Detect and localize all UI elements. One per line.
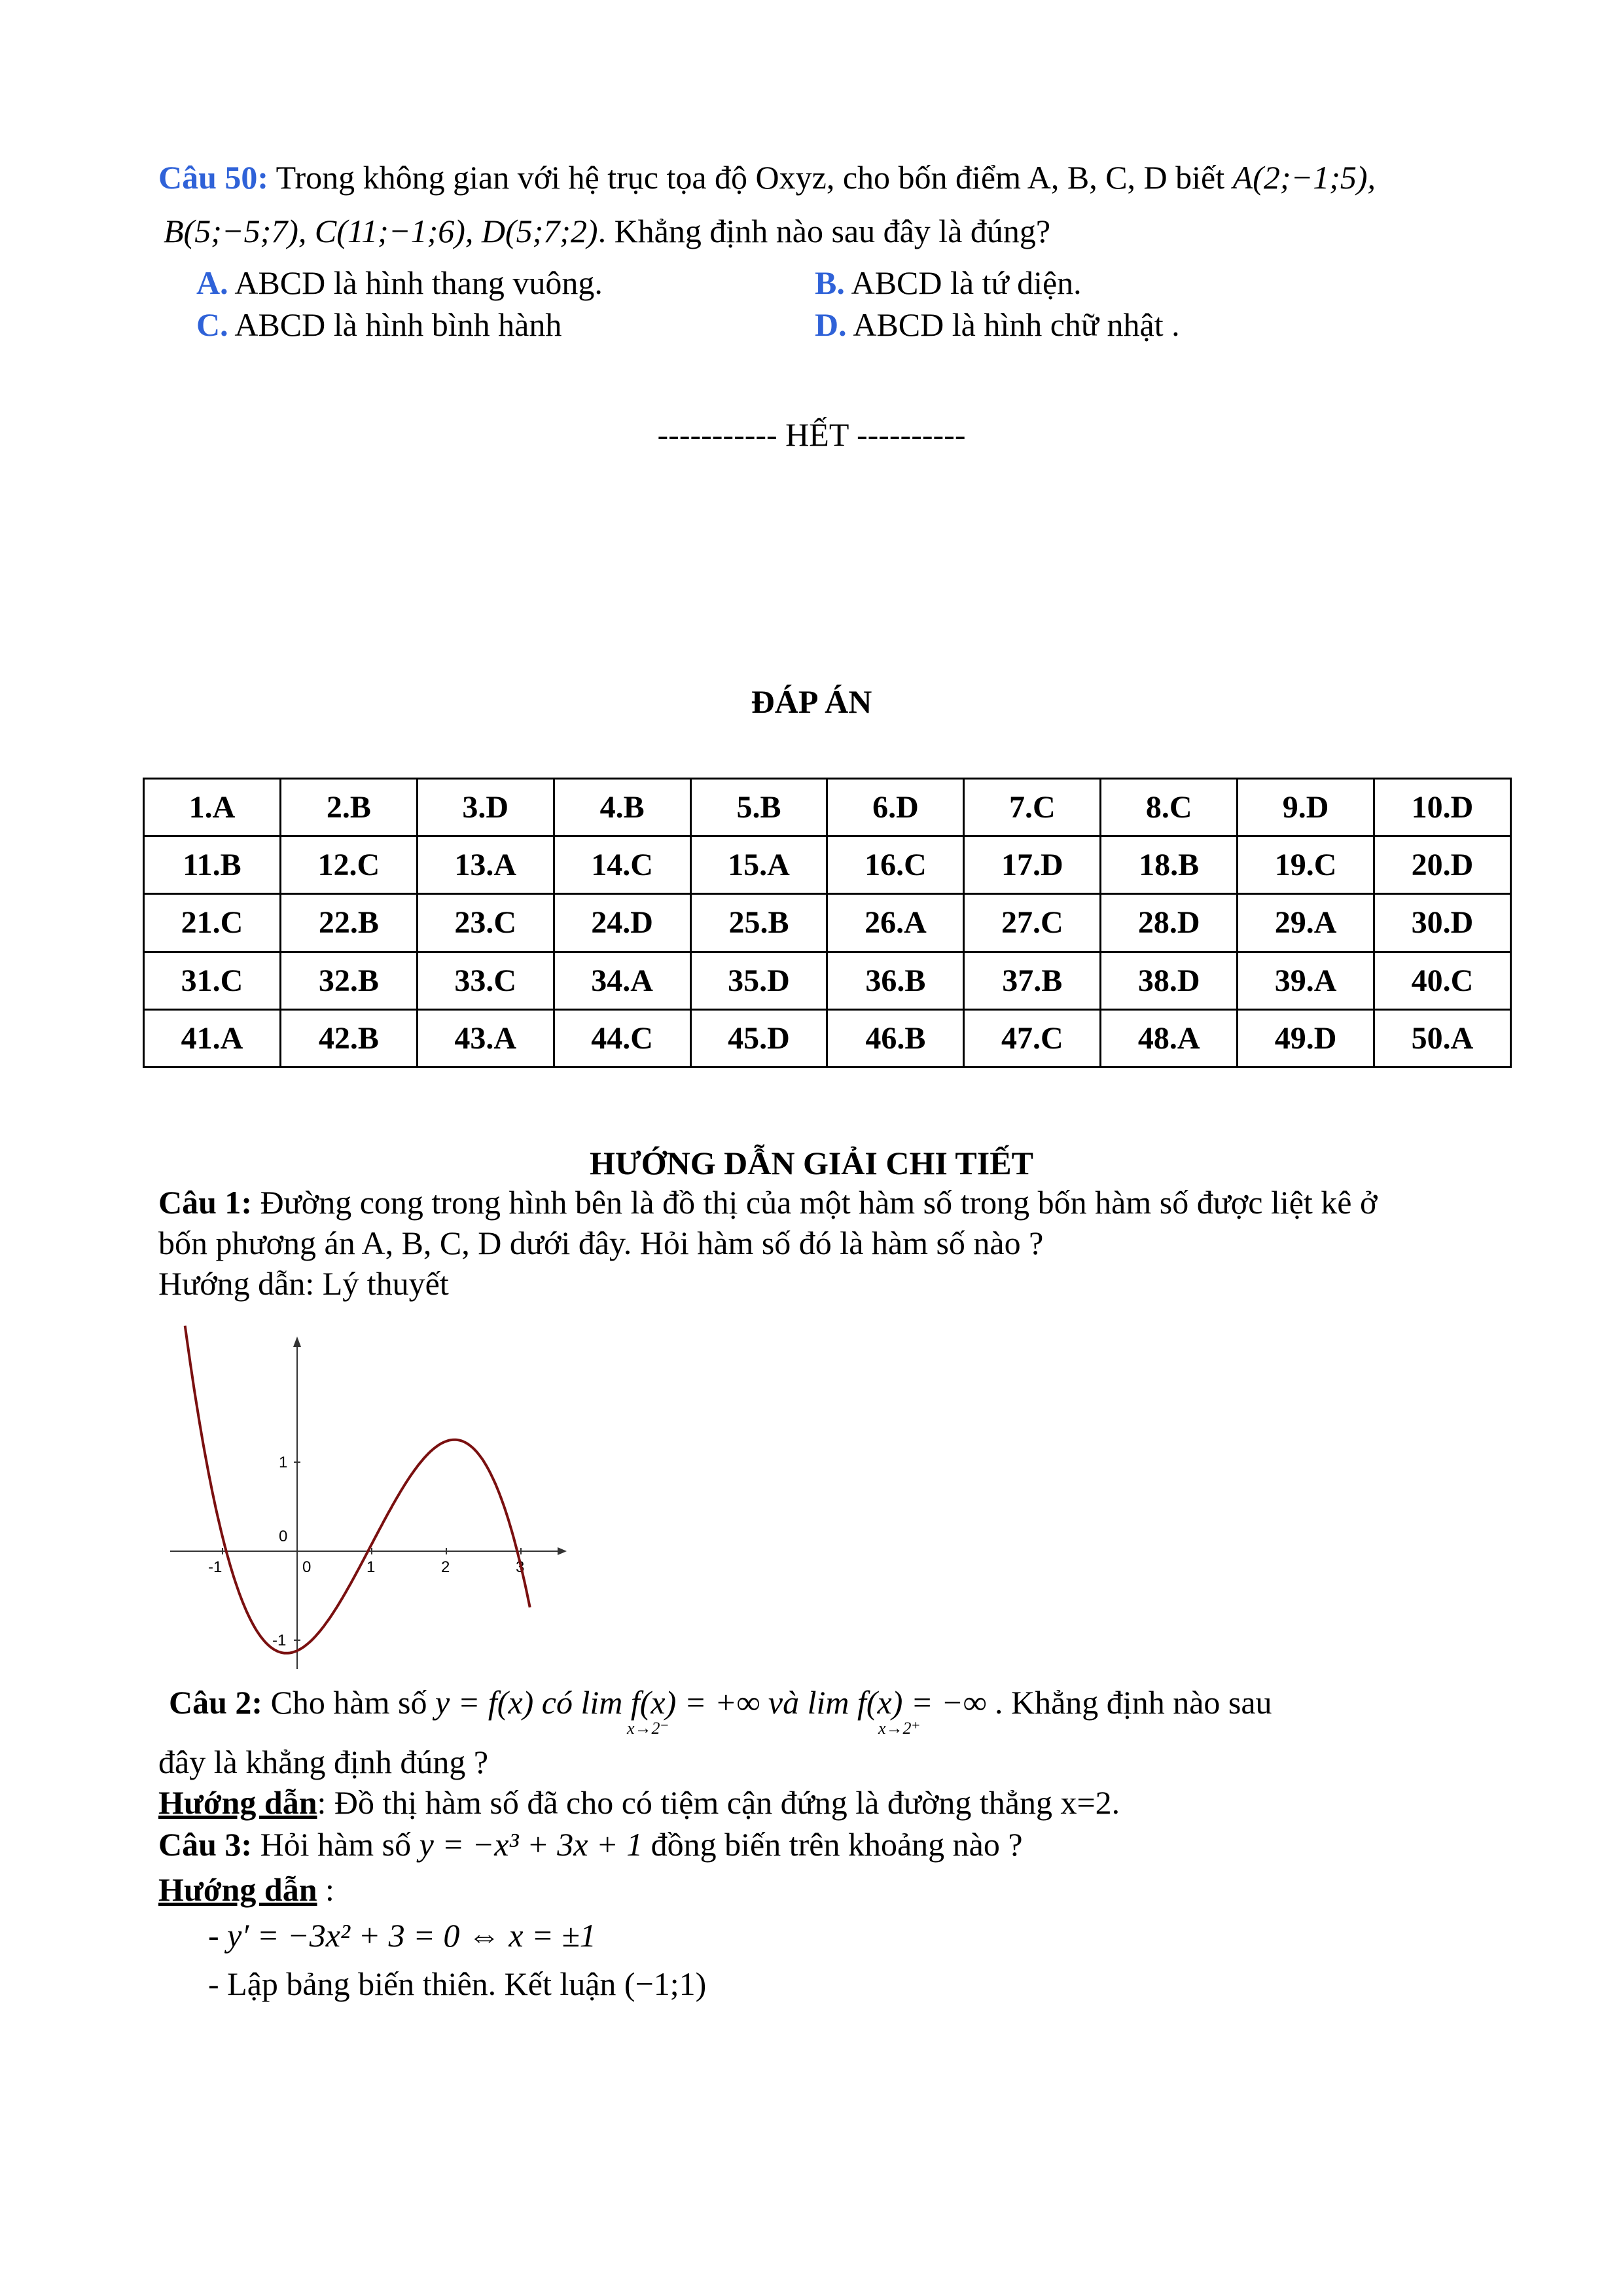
answer-cell: 18.B bbox=[1101, 836, 1238, 894]
q50-point-a: A(2;−1;5), bbox=[1232, 159, 1376, 196]
answer-cell: 42.B bbox=[280, 1009, 417, 1067]
option-b-letter: B. bbox=[815, 264, 845, 301]
end-marker: ----------- HẾT ---------- bbox=[657, 416, 966, 453]
answer-cell: 38.D bbox=[1101, 952, 1238, 1009]
x-tick-label: 3 bbox=[516, 1558, 525, 1576]
x-tick-label: 0 bbox=[302, 1558, 312, 1576]
q50-option-d bbox=[815, 304, 1180, 345]
answer-cell: 33.C bbox=[417, 952, 554, 1009]
q2-guide bbox=[158, 1782, 1120, 1823]
option-b-text: ABCD là tứ diện. bbox=[844, 264, 1082, 301]
answer-cell: 5.B bbox=[690, 779, 827, 836]
q3-formula: y = −x³ + 3x + 1 bbox=[419, 1826, 643, 1863]
q3-label: Câu 3: bbox=[158, 1826, 253, 1863]
q50-option-c bbox=[196, 304, 562, 345]
q3-line1 bbox=[158, 1824, 1023, 1865]
answer-cell: 19.C bbox=[1238, 836, 1374, 894]
answer-cell: 24.D bbox=[554, 894, 690, 952]
option-d-text: ABCD là hình chữ nhật . bbox=[846, 306, 1180, 343]
answer-cell: 13.A bbox=[417, 836, 554, 894]
answer-row bbox=[144, 894, 1511, 952]
answer-cell: 26.A bbox=[827, 894, 964, 952]
q1-line2: bốn phương án A, B, C, D dưới đây. Hỏi hàm số đó là hàm số nào ? bbox=[158, 1225, 1044, 1261]
answer-cell: 50.A bbox=[1374, 1009, 1511, 1067]
answer-cell: 21.C bbox=[144, 894, 281, 952]
q3-guide bbox=[158, 1869, 334, 1910]
q1-text: Đường cong trong hình bên là đồ thị của một hàm số trong bốn hàm số được liệt kê ở bbox=[252, 1184, 1378, 1221]
answer-cell: 46.B bbox=[827, 1009, 964, 1067]
answer-cell: 49.D bbox=[1238, 1009, 1374, 1067]
answer-cell: 45.D bbox=[690, 1009, 827, 1067]
answer-cell: 8.C bbox=[1101, 779, 1238, 836]
answer-row bbox=[144, 836, 1511, 894]
answer-cell: 4.B bbox=[554, 779, 690, 836]
y-axis-arrow bbox=[293, 1336, 301, 1347]
answer-row bbox=[144, 952, 1511, 1009]
answer-cell: 39.A bbox=[1238, 952, 1374, 1009]
option-a-text: ABCD là hình thang vuông. bbox=[228, 264, 603, 301]
answer-cell: 20.D bbox=[1374, 836, 1511, 894]
answer-cell: 12.C bbox=[280, 836, 417, 894]
option-d-letter: D. bbox=[815, 306, 847, 343]
answer-cell: 27.C bbox=[964, 894, 1101, 952]
answer-cell: 29.A bbox=[1238, 894, 1374, 952]
answer-cell: 14.C bbox=[554, 836, 690, 894]
y-tick-label: 1 bbox=[279, 1454, 288, 1471]
q2-line2: đây là khẳng định đúng ? bbox=[158, 1744, 489, 1780]
answer-cell: 16.C bbox=[827, 836, 964, 894]
q2-formula: y = f(x) có lim f(x) = +∞ và lim f(x) = −∞ bbox=[435, 1684, 987, 1721]
answer-cell: 15.A bbox=[690, 836, 827, 894]
answer-cell: 28.D bbox=[1101, 894, 1238, 952]
x-tick-label: 1 bbox=[366, 1558, 376, 1576]
x-tick-label: -1 bbox=[208, 1558, 223, 1576]
answer-cell: 22.B bbox=[280, 894, 417, 952]
x-axis-arrow bbox=[558, 1547, 567, 1555]
answer-cell: 32.B bbox=[280, 952, 417, 1009]
answer-cell: 25.B bbox=[690, 894, 827, 952]
q50-line1 bbox=[158, 157, 1376, 198]
q3-step2: - Lập bảng biến thiên. Kết luận (−1;1) bbox=[208, 1965, 707, 2002]
answer-cell: 31.C bbox=[144, 952, 281, 1009]
answer-cell: 41.A bbox=[144, 1009, 281, 1067]
q50-option-b bbox=[815, 262, 1082, 303]
q2-guide-text: : Đồ thị hàm số đã cho có tiệm cận đứng là đường thẳng x=2. bbox=[317, 1784, 1120, 1821]
q50-text2: . Khẳng định nào sau đây là đúng? bbox=[597, 213, 1051, 249]
q2-guide-label: Hướng dẫn bbox=[158, 1784, 317, 1821]
answer-cell: 17.D bbox=[964, 836, 1101, 894]
answer-cell: 6.D bbox=[827, 779, 964, 836]
q2-text2: . Khẳng định nào sau bbox=[986, 1684, 1272, 1721]
answer-cell: 34.A bbox=[554, 952, 690, 1009]
answer-cell: 10.D bbox=[1374, 779, 1511, 836]
answer-cell: 9.D bbox=[1238, 779, 1374, 836]
q3-guide-colon: : bbox=[317, 1871, 334, 1908]
y-tick-label: 0 bbox=[279, 1528, 288, 1545]
option-c-text: ABCD là hình bình hành bbox=[228, 306, 562, 343]
option-a-letter: A. bbox=[196, 264, 228, 301]
q50-line2 bbox=[164, 211, 1050, 251]
answer-cell: 44.C bbox=[554, 1009, 690, 1067]
guide-heading: HƯỚNG DẪN GIẢI CHI TIẾT bbox=[590, 1145, 1033, 1181]
answer-row bbox=[144, 779, 1511, 836]
option-c-letter: C. bbox=[196, 306, 228, 343]
answer-table bbox=[143, 778, 1512, 1068]
q2-limit-sub-right: x→2⁺ bbox=[878, 1719, 921, 1738]
answer-cell: 47.C bbox=[964, 1009, 1101, 1067]
answer-cell: 23.C bbox=[417, 894, 554, 952]
answer-cell: 37.B bbox=[964, 952, 1101, 1009]
y-tick-label: -1 bbox=[272, 1632, 287, 1649]
answer-cell: 35.D bbox=[690, 952, 827, 1009]
answer-cell: 36.B bbox=[827, 952, 964, 1009]
answer-cell: 40.C bbox=[1374, 952, 1511, 1009]
q3-step1: - y′ = −3x² + 3 = 0 ⇔ x = ±1 bbox=[208, 1917, 596, 1954]
function-graph bbox=[151, 1322, 582, 1689]
answer-heading: ĐÁP ÁN bbox=[751, 683, 872, 720]
q2-text1: Cho hàm số bbox=[262, 1684, 435, 1721]
q1-line1 bbox=[158, 1182, 1377, 1223]
q3-text1: Hỏi hàm số bbox=[252, 1826, 419, 1863]
q3-text2: đồng biến trên khoảng nào ? bbox=[643, 1826, 1023, 1863]
q2-line1 bbox=[169, 1682, 1272, 1723]
answer-cell: 11.B bbox=[144, 836, 281, 894]
answer-cell: 3.D bbox=[417, 779, 554, 836]
q2-limit-sub-left: x→2⁻ bbox=[627, 1719, 669, 1738]
answer-row bbox=[144, 1009, 1511, 1067]
q50-points-bcd: B(5;−5;7), C(11;−1;6), D(5;7;2) bbox=[164, 213, 598, 249]
q50-label: Câu 50: bbox=[158, 159, 269, 196]
q1-guide: Hướng dẫn: Lý thuyết bbox=[158, 1265, 449, 1302]
answer-cell: 2.B bbox=[280, 779, 417, 836]
x-tick-label: 2 bbox=[441, 1558, 450, 1576]
q1-label: Câu 1: bbox=[158, 1184, 253, 1221]
q50-text1: Trong không gian với hệ trục tọa độ Oxyz, cho bốn điểm A, B, C, D biết bbox=[268, 159, 1233, 196]
q2-label: Câu 2: bbox=[169, 1684, 263, 1721]
function-curve bbox=[185, 1326, 530, 1653]
q3-guide-label: Hướng dẫn bbox=[158, 1871, 317, 1908]
q50-option-a bbox=[196, 262, 603, 303]
answer-cell: 1.A bbox=[144, 779, 281, 836]
answer-cell: 30.D bbox=[1374, 894, 1511, 952]
answer-cell: 48.A bbox=[1101, 1009, 1238, 1067]
answer-cell: 43.A bbox=[417, 1009, 554, 1067]
answer-cell: 7.C bbox=[964, 779, 1101, 836]
